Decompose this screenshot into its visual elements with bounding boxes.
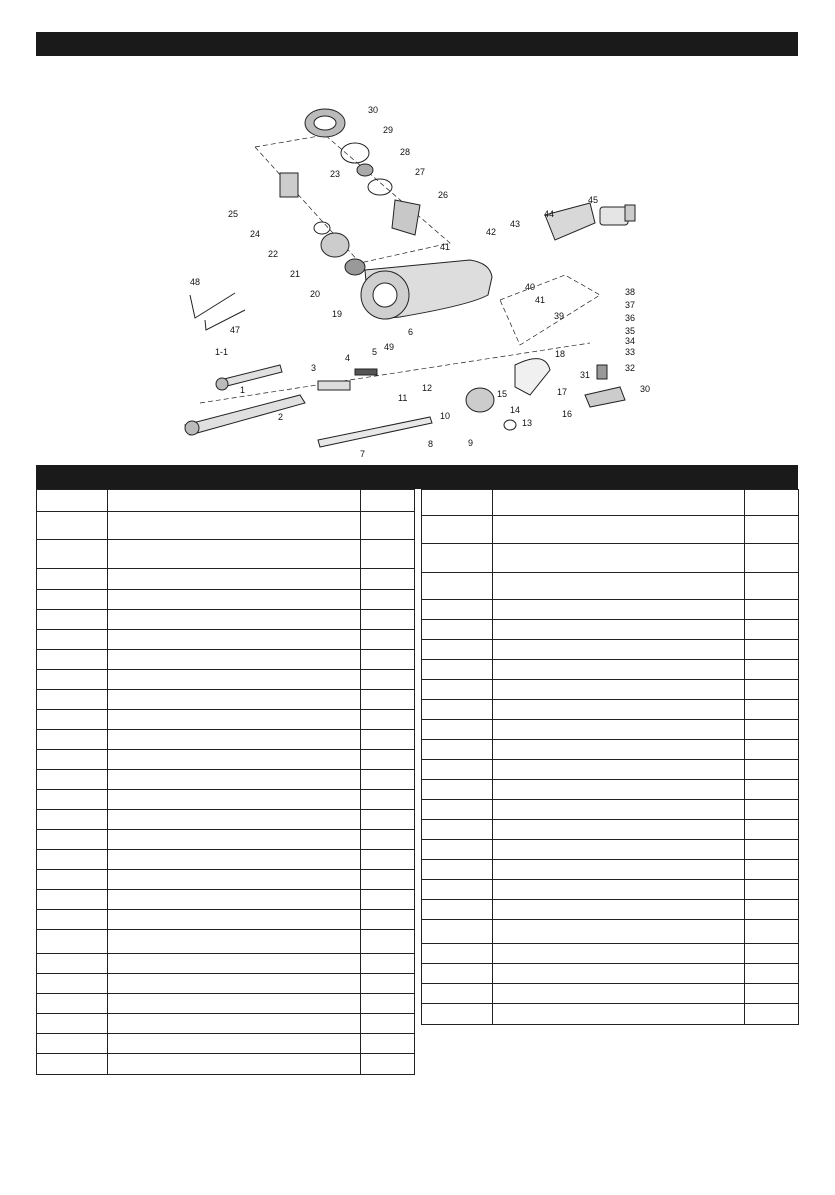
- table-cell: [361, 650, 415, 670]
- table-cell: [493, 573, 745, 600]
- table-row: [37, 1054, 415, 1075]
- table-row: [37, 650, 415, 670]
- table-cell: [361, 1034, 415, 1054]
- table-cell: [361, 974, 415, 994]
- table-cell: [745, 544, 799, 573]
- table-cell: [108, 569, 361, 590]
- table-cell: [37, 630, 108, 650]
- table-row: [422, 700, 799, 720]
- table-cell: [37, 830, 108, 850]
- table-cell: [422, 760, 493, 780]
- callout-37: 36: [625, 313, 636, 323]
- table-cell: [493, 780, 745, 800]
- table-row: [422, 920, 799, 944]
- table-cell: [493, 760, 745, 780]
- table-cell: [361, 512, 415, 540]
- callout-39: 38: [625, 287, 636, 297]
- table-cell: [493, 740, 745, 760]
- callout-42: 41: [440, 242, 451, 252]
- table-cell: [422, 490, 493, 516]
- table-cell: [37, 994, 108, 1014]
- table-cell: [422, 1004, 493, 1025]
- callout-45: 44: [544, 209, 555, 219]
- callout-43: 42: [486, 227, 497, 237]
- table-cell: [108, 770, 361, 790]
- table-cell: [108, 750, 361, 770]
- table-row: [37, 870, 415, 890]
- table-row: [422, 620, 799, 640]
- table-cell: [37, 870, 108, 890]
- table-cell: [361, 590, 415, 610]
- callout-14: 14: [510, 405, 521, 415]
- table-cell: [108, 670, 361, 690]
- callout-28: 28: [400, 147, 411, 157]
- callout-47: 47: [230, 325, 241, 335]
- table-cell: [745, 900, 799, 920]
- table-row: [37, 790, 415, 810]
- table-row: [37, 540, 415, 569]
- table-cell: [493, 820, 745, 840]
- callout-4: 4: [345, 353, 351, 363]
- table-row: [422, 880, 799, 900]
- callout-1-1: 1-1: [215, 347, 229, 357]
- table-cell: [745, 680, 799, 700]
- table-cell: [37, 770, 108, 790]
- header-bar: [36, 32, 798, 56]
- table-cell: [493, 920, 745, 944]
- callout-7: 7: [360, 449, 366, 459]
- callout-23: 23: [330, 169, 341, 179]
- table-cell: [745, 516, 799, 544]
- table-row: [37, 730, 415, 750]
- table-cell: [108, 512, 361, 540]
- table-cell: [108, 994, 361, 1014]
- table-cell: [493, 660, 745, 680]
- callout-29: 29: [383, 125, 394, 135]
- callout-44: 43: [510, 219, 521, 229]
- table-row: [37, 930, 415, 954]
- table-cell: [422, 920, 493, 944]
- table-cell: [422, 720, 493, 740]
- callout-26: 26: [438, 190, 449, 200]
- table-cell: [361, 730, 415, 750]
- table-cell: [745, 840, 799, 860]
- table-row: [37, 910, 415, 930]
- table-cell: [493, 944, 745, 964]
- table-row: [37, 610, 415, 630]
- table-cell: [37, 890, 108, 910]
- table-cell: [108, 850, 361, 870]
- table-cell: [361, 490, 415, 512]
- table-row: [422, 944, 799, 964]
- table-row: [37, 490, 415, 512]
- table-cell: [361, 954, 415, 974]
- table-cell: [37, 1014, 108, 1034]
- table-cell: [37, 790, 108, 810]
- table-row: [422, 984, 799, 1004]
- table-row: [422, 840, 799, 860]
- callout-21: 21: [290, 269, 301, 279]
- callout-16: 16: [562, 409, 573, 419]
- table-cell: [745, 573, 799, 600]
- callout-2: 2: [278, 412, 284, 422]
- table-cell: [37, 954, 108, 974]
- table-row: [37, 994, 415, 1014]
- table-cell: [493, 840, 745, 860]
- callout-41a: 40: [525, 282, 536, 292]
- table-cell: [422, 780, 493, 800]
- table-row: [422, 860, 799, 880]
- table-row: [422, 680, 799, 700]
- table-cell: [108, 910, 361, 930]
- table-cell: [745, 720, 799, 740]
- table-cell: [493, 620, 745, 640]
- table-row: [422, 760, 799, 780]
- callout-30: 30: [368, 105, 379, 115]
- table-row: [422, 660, 799, 680]
- callout-25: 25: [228, 209, 239, 219]
- table-cell: [37, 610, 108, 630]
- table-row: [422, 600, 799, 620]
- table-cell: [493, 964, 745, 984]
- table-row: [422, 544, 799, 573]
- table-cell: [745, 780, 799, 800]
- table-cell: [745, 600, 799, 620]
- table-cell: [108, 650, 361, 670]
- table-cell: [361, 690, 415, 710]
- callout-33: 32: [625, 363, 636, 373]
- table-cell: [745, 880, 799, 900]
- callout-46: 45: [588, 195, 599, 205]
- table-row: [422, 720, 799, 740]
- table-cell: [361, 610, 415, 630]
- table-cell: [108, 630, 361, 650]
- table-row: [37, 690, 415, 710]
- table-row: [422, 573, 799, 600]
- callout-12: 12: [422, 383, 433, 393]
- table-row: [37, 569, 415, 590]
- table-cell: [493, 700, 745, 720]
- table-cell: [108, 540, 361, 569]
- table-cell: [108, 954, 361, 974]
- callout-24: 24: [250, 229, 261, 239]
- table-row: [422, 1004, 799, 1025]
- callout-38: 37: [625, 300, 636, 310]
- table-cell: [37, 569, 108, 590]
- table-cell: [37, 670, 108, 690]
- table-cell: [422, 964, 493, 984]
- table-cell: [745, 640, 799, 660]
- callout-6: 6: [408, 327, 414, 337]
- table-cell: [745, 820, 799, 840]
- table-cell: [493, 900, 745, 920]
- table-row: [37, 1034, 415, 1054]
- table-cell: [108, 490, 361, 512]
- table-cell: [361, 994, 415, 1014]
- table-cell: [745, 984, 799, 1004]
- table-cell: [493, 984, 745, 1004]
- table-row: [422, 490, 799, 516]
- table-cell: [361, 930, 415, 954]
- table-cell: [37, 540, 108, 569]
- table-cell: [108, 1014, 361, 1034]
- table-cell: [361, 850, 415, 870]
- callout-22: 22: [268, 249, 279, 259]
- table-row: [37, 850, 415, 870]
- table-cell: [361, 670, 415, 690]
- table-cell: [37, 1054, 108, 1075]
- table-cell: [745, 920, 799, 944]
- table-cell: [108, 930, 361, 954]
- table-cell: [745, 860, 799, 880]
- table-cell: [361, 569, 415, 590]
- callout-34: 33: [625, 347, 636, 357]
- table-row: [422, 800, 799, 820]
- table-cell: [108, 710, 361, 730]
- table-cell: [422, 880, 493, 900]
- table-cell: [422, 944, 493, 964]
- callout-32: 31: [580, 370, 591, 380]
- callout-27: 27: [415, 167, 426, 177]
- table-row: [37, 670, 415, 690]
- table-cell: [361, 910, 415, 930]
- callout-40: 39: [554, 311, 565, 321]
- table-cell: [361, 870, 415, 890]
- table-cell: [361, 1014, 415, 1034]
- table-cell: [745, 1004, 799, 1025]
- table-cell: [361, 540, 415, 569]
- table-cell: [361, 810, 415, 830]
- table-cell: [493, 640, 745, 660]
- table-cell: [422, 516, 493, 544]
- table-cell: [745, 964, 799, 984]
- callout-11: 11: [398, 393, 408, 403]
- table-row: [422, 740, 799, 760]
- table-cell: [745, 660, 799, 680]
- table-cell: [361, 830, 415, 850]
- table-cell: [493, 600, 745, 620]
- table-cell: [37, 930, 108, 954]
- table-cell: [422, 740, 493, 760]
- table-row: [37, 770, 415, 790]
- table-row: [37, 974, 415, 994]
- callout-49: 49: [384, 342, 395, 352]
- parts-table-left: [36, 489, 415, 1075]
- table-cell: [108, 1054, 361, 1075]
- table-row: [37, 710, 415, 730]
- table-cell: [422, 660, 493, 680]
- callout-17: 17: [557, 387, 568, 397]
- table-cell: [493, 720, 745, 740]
- table-cell: [108, 790, 361, 810]
- table-row: [422, 780, 799, 800]
- callout-5: 5: [372, 347, 378, 357]
- table-row: [37, 590, 415, 610]
- table-cell: [361, 750, 415, 770]
- table-row: [422, 900, 799, 920]
- table-row: [37, 630, 415, 650]
- table-cell: [37, 850, 108, 870]
- callout-13: 13: [522, 418, 533, 428]
- table-cell: [108, 890, 361, 910]
- table-cell: [108, 870, 361, 890]
- table-cell: [493, 800, 745, 820]
- table-row: [37, 750, 415, 770]
- table-row: [37, 1014, 415, 1034]
- callout-10: 10: [440, 411, 451, 421]
- table-row: [422, 516, 799, 544]
- table-cell: [37, 750, 108, 770]
- table-row: [422, 640, 799, 660]
- table-cell: [422, 544, 493, 573]
- table-cell: [108, 690, 361, 710]
- table-cell: [108, 830, 361, 850]
- table-cell: [493, 680, 745, 700]
- table-cell: [37, 650, 108, 670]
- table-header-bar: [36, 465, 798, 489]
- table-cell: [745, 490, 799, 516]
- table-cell: [37, 710, 108, 730]
- table-cell: [361, 1054, 415, 1075]
- callout-35: 34: [625, 336, 636, 346]
- callout-36: 35: [625, 326, 636, 336]
- callout-18: 18: [555, 349, 566, 359]
- table-cell: [422, 820, 493, 840]
- table-cell: [422, 860, 493, 880]
- table-cell: [493, 516, 745, 544]
- callout-31: 30: [640, 384, 651, 394]
- table-cell: [745, 700, 799, 720]
- table-cell: [37, 490, 108, 512]
- table-cell: [745, 760, 799, 780]
- table-cell: [37, 974, 108, 994]
- table-cell: [493, 860, 745, 880]
- callout-19: 19: [332, 309, 343, 319]
- callout-41b: 41: [535, 295, 546, 305]
- table-cell: [422, 640, 493, 660]
- table-row: [422, 820, 799, 840]
- table-row: [37, 830, 415, 850]
- table-cell: [493, 1004, 745, 1025]
- table-cell: [493, 490, 745, 516]
- table-cell: [37, 730, 108, 750]
- table-cell: [745, 944, 799, 964]
- table-cell: [422, 680, 493, 700]
- table-row: [37, 512, 415, 540]
- table-cell: [422, 600, 493, 620]
- callout-20: 20: [310, 289, 321, 299]
- table-cell: [37, 590, 108, 610]
- table-cell: [108, 730, 361, 750]
- table-cell: [37, 910, 108, 930]
- callout-48: 48: [190, 277, 201, 287]
- table-cell: [108, 1034, 361, 1054]
- table-cell: [108, 974, 361, 994]
- table-cell: [108, 810, 361, 830]
- table-cell: [37, 512, 108, 540]
- callout-15: 15: [497, 389, 508, 399]
- table-cell: [361, 770, 415, 790]
- table-cell: [361, 890, 415, 910]
- table-cell: [745, 740, 799, 760]
- table-cell: [745, 800, 799, 820]
- table-cell: [422, 620, 493, 640]
- table-cell: [745, 620, 799, 640]
- table-cell: [108, 610, 361, 630]
- table-cell: [422, 573, 493, 600]
- table-cell: [37, 690, 108, 710]
- table-cell: [422, 840, 493, 860]
- callout-8: 8: [428, 439, 434, 449]
- table-row: [37, 954, 415, 974]
- callout-3: 3: [311, 363, 317, 373]
- parts-table-right: [421, 489, 799, 1025]
- table-cell: [422, 800, 493, 820]
- table-row: [422, 964, 799, 984]
- table-cell: [493, 880, 745, 900]
- table-cell: [361, 630, 415, 650]
- table-cell: [37, 810, 108, 830]
- table-row: [37, 810, 415, 830]
- table-cell: [493, 544, 745, 573]
- callout-1: 1: [240, 385, 246, 395]
- table-cell: [361, 790, 415, 810]
- table-row: [37, 890, 415, 910]
- table-cell: [422, 900, 493, 920]
- callout-9: 9: [468, 438, 474, 448]
- table-cell: [422, 984, 493, 1004]
- table-cell: [422, 700, 493, 720]
- table-cell: [108, 590, 361, 610]
- table-cell: [37, 1034, 108, 1054]
- exploded-parts-diagram: [170, 95, 670, 460]
- table-cell: [361, 710, 415, 730]
